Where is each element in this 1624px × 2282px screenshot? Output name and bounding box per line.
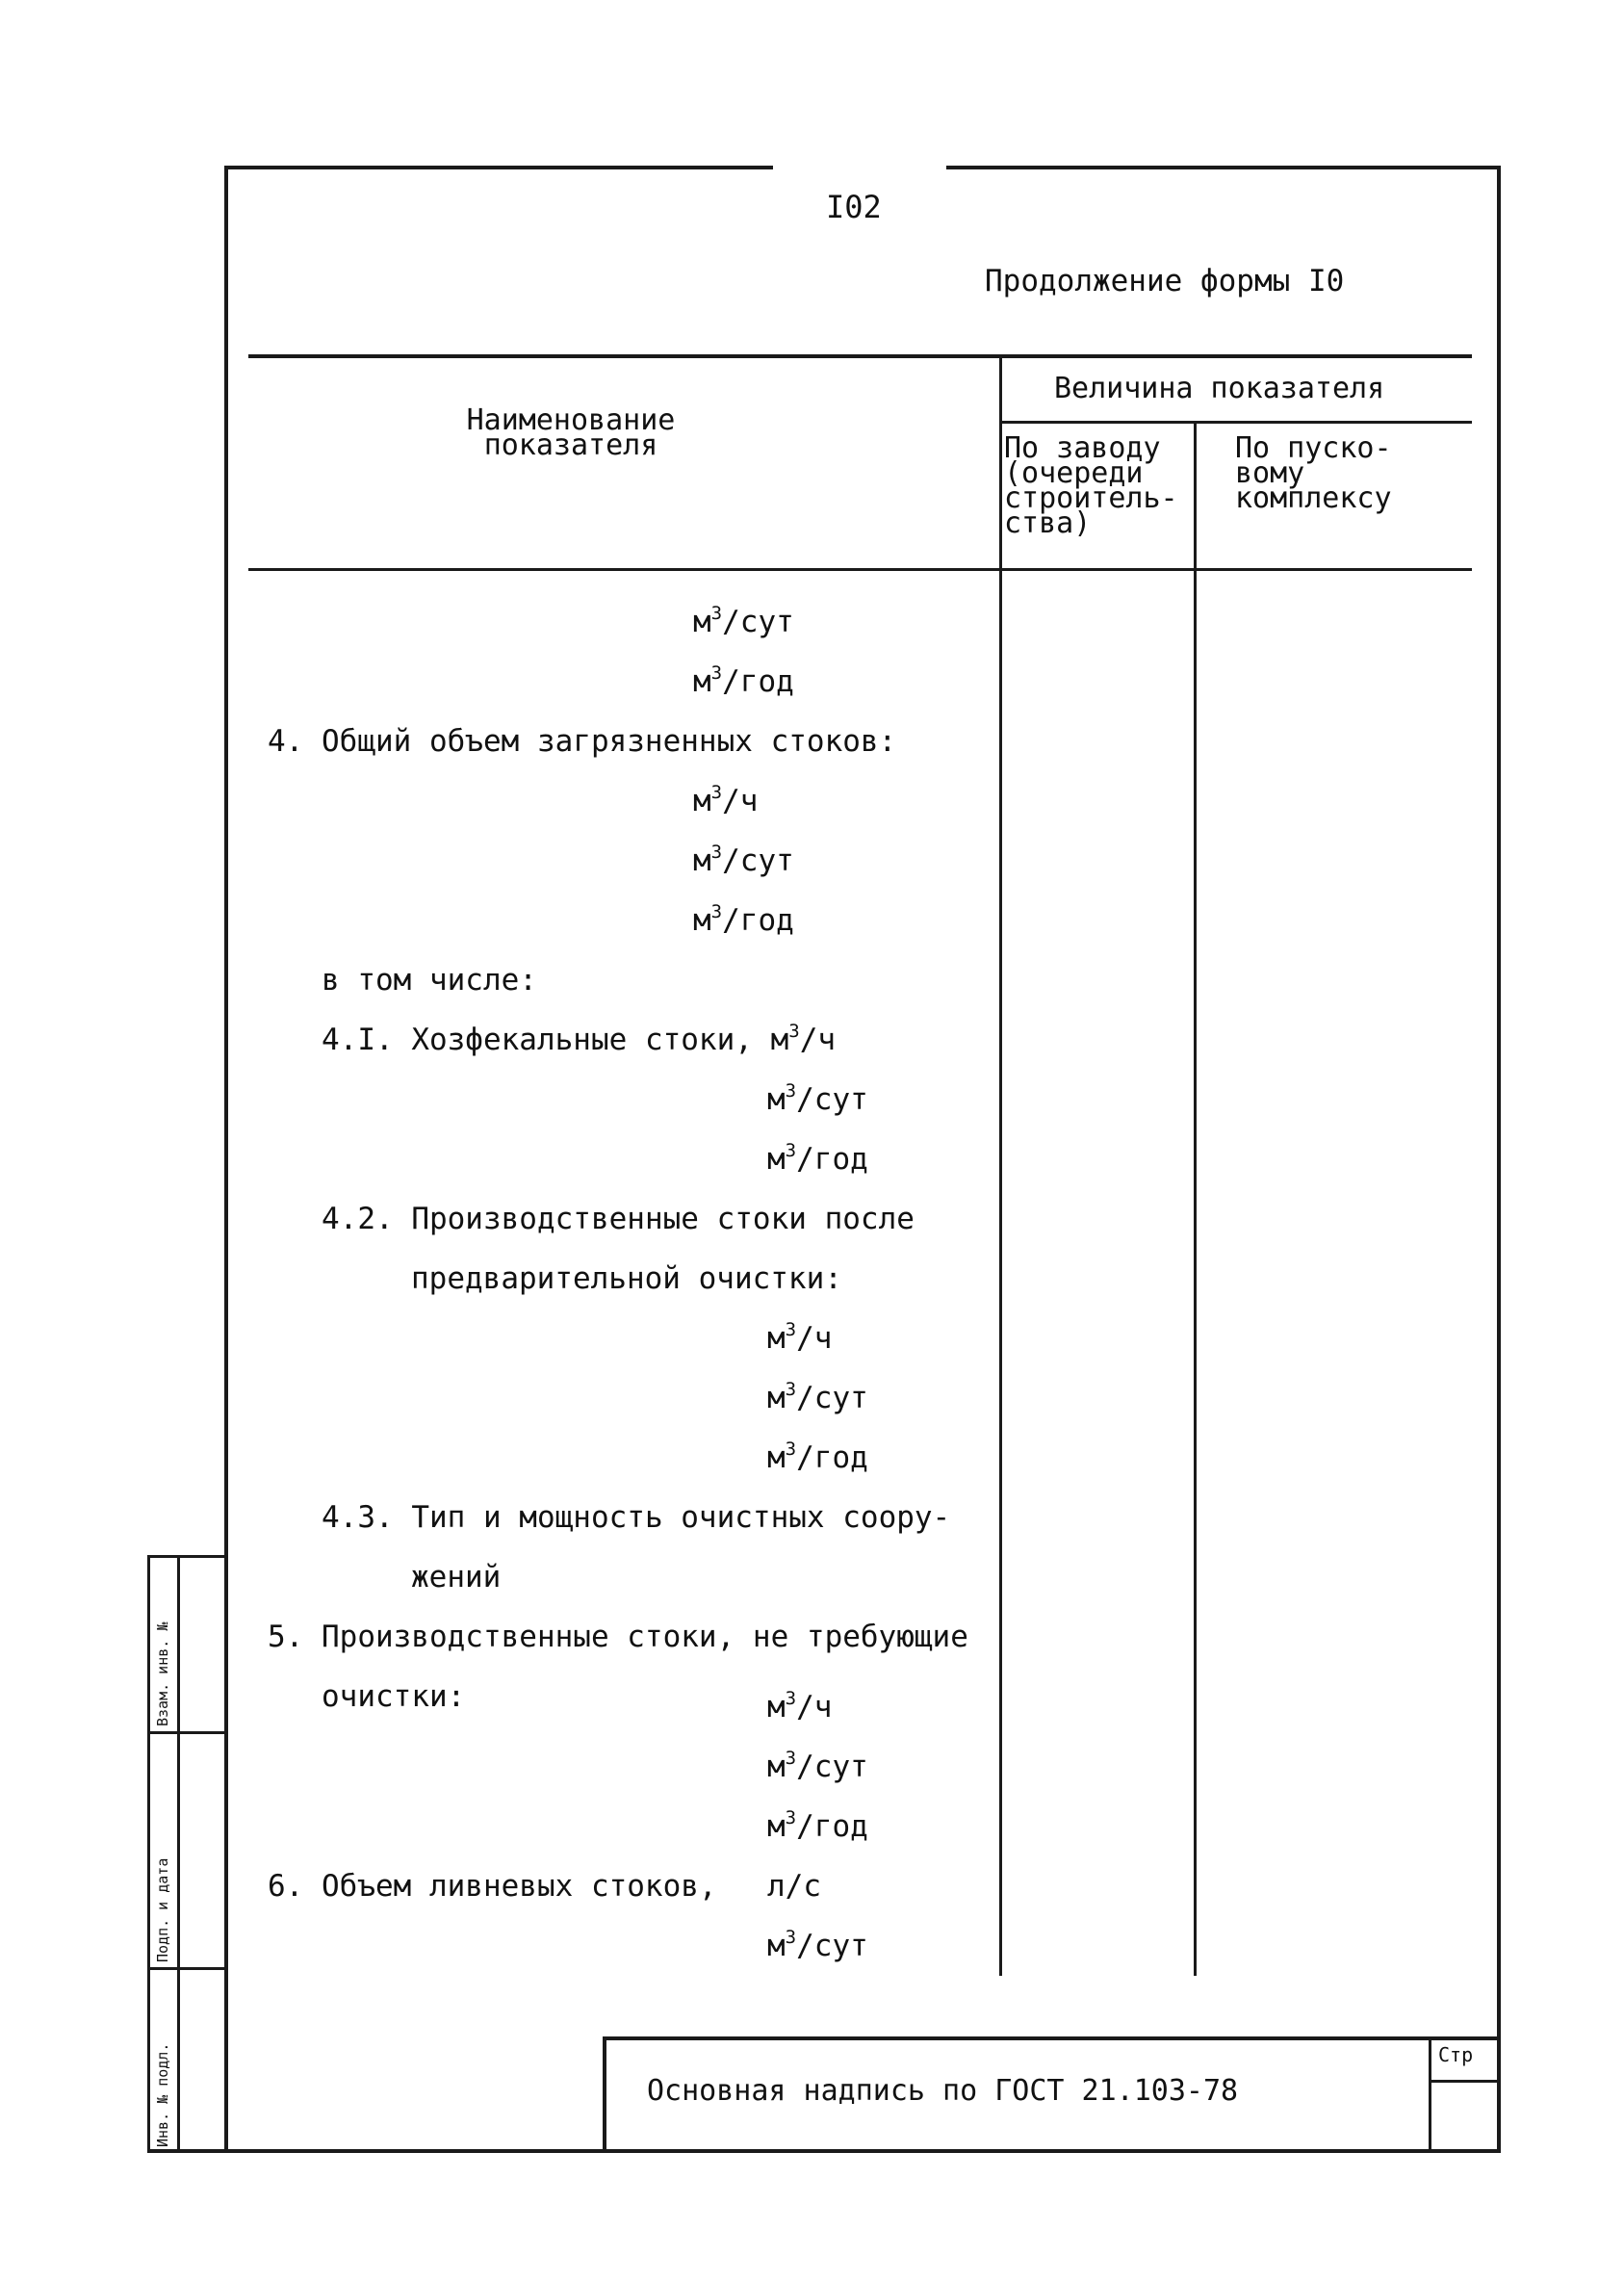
unit-m3-per-year: $м^3$/год bbox=[767, 1439, 868, 1475]
item-4-2-industrial-runoff: 4.2. Производственные стоки после bbox=[322, 1202, 915, 1236]
page-number: I02 bbox=[826, 189, 882, 225]
unit-m3-per-hour: $м^3/ч$ bbox=[767, 1319, 833, 1356]
column-header-indicator-value: Величина показателя bbox=[1054, 372, 1385, 405]
column-header-indicator-name: Наименование показателя bbox=[466, 403, 676, 462]
item-4-3-treatment-facilities: 4.3. Тип и мощность очистных соору- bbox=[322, 1500, 951, 1535]
frame-top-right bbox=[946, 166, 1501, 169]
table-header-mid-rule bbox=[1001, 421, 1472, 424]
unit-m3-per-day: $м^3$/сут bbox=[693, 603, 794, 639]
unit-m3-per-hour: $м^3/ч$ bbox=[693, 782, 759, 818]
table-col-divider-2 bbox=[1194, 421, 1197, 1976]
unit-m3-per-day: $м^3$/сут bbox=[767, 1080, 868, 1117]
form-continuation-label: Продолжение формы I0 bbox=[985, 264, 1345, 298]
margin-stamp-divider-2 bbox=[147, 1967, 228, 1970]
frame-top-left bbox=[224, 166, 773, 169]
margin-stamp-divider-1 bbox=[147, 1731, 228, 1734]
unit-liters-per-second: л/с bbox=[767, 1869, 821, 1904]
column-header-by-plant: По заводу (очереди строитель- ства) bbox=[1004, 431, 1178, 540]
frame-left bbox=[224, 166, 228, 2153]
item-5-untreated-industrial-runoff: 5. Производственные стоки, не требующие bbox=[268, 1620, 968, 1654]
unit-m3-per-hour: $м^3/ч$ bbox=[767, 1688, 833, 1724]
item-4-3-continuation: жений bbox=[411, 1560, 502, 1595]
title-block-top bbox=[603, 2036, 1501, 2040]
item-4-total-polluted-runoff: 4. Общий объем загрязненных стоков: bbox=[268, 724, 897, 759]
column-header-by-start-complex: По пуско- вому комплексу bbox=[1235, 431, 1392, 515]
margin-stamp-replace-inv: Взам. инв. № bbox=[154, 1621, 171, 1726]
table-col-divider-1 bbox=[999, 358, 1002, 1976]
including-label: в том числе: bbox=[322, 963, 537, 998]
unit-m3-per-year: $м^3$/год bbox=[693, 901, 794, 938]
title-block-caption: Основная надпись по ГОСТ 21.103-78 bbox=[647, 2074, 1239, 2108]
frame-bottom bbox=[147, 2149, 1501, 2153]
title-block-page-cell-divider bbox=[1429, 2080, 1501, 2083]
unit-m3-per-year: $м^3$/год bbox=[767, 1140, 868, 1177]
title-block-page-cell-left bbox=[1429, 2036, 1431, 2153]
margin-stamp-outer-left bbox=[147, 1555, 150, 2153]
margin-stamp-inner-left bbox=[177, 1555, 180, 2153]
unit-m3-per-year: $м^3$/год bbox=[767, 1807, 868, 1844]
item-4-2-continuation: предварительной очистки: bbox=[411, 1261, 842, 1296]
table-header-bottom-rule bbox=[248, 568, 1472, 571]
item-6-storm-runoff: 6. Объем ливневых стоков, bbox=[268, 1869, 717, 1904]
margin-stamp-top bbox=[147, 1555, 228, 1558]
unit-m3-per-year: $м^3$/год bbox=[693, 662, 794, 699]
margin-stamp-inv-original: Инв. № подл. bbox=[154, 2042, 171, 2147]
frame-right bbox=[1497, 166, 1501, 2153]
unit-m3-per-day: $м^3$/сут bbox=[693, 842, 794, 878]
item-5-continuation: очистки: bbox=[322, 1679, 466, 1714]
title-block-page-label: Стр bbox=[1438, 2043, 1474, 2066]
item-4-1-domestic-sewage: 4.I. Хозфекальные стоки, $м^3/ч$ bbox=[322, 1021, 837, 1057]
unit-m3-per-day: $м^3$/сут bbox=[767, 1379, 868, 1415]
margin-stamp-sign-date: Подп. и дата bbox=[154, 1857, 171, 1962]
unit-m3-per-day: $м^3$/сут bbox=[767, 1748, 868, 1784]
table-top-rule bbox=[248, 354, 1472, 358]
title-block-left bbox=[603, 2036, 606, 2153]
unit-m3-per-day: $м^3$/сут bbox=[767, 1927, 868, 1963]
